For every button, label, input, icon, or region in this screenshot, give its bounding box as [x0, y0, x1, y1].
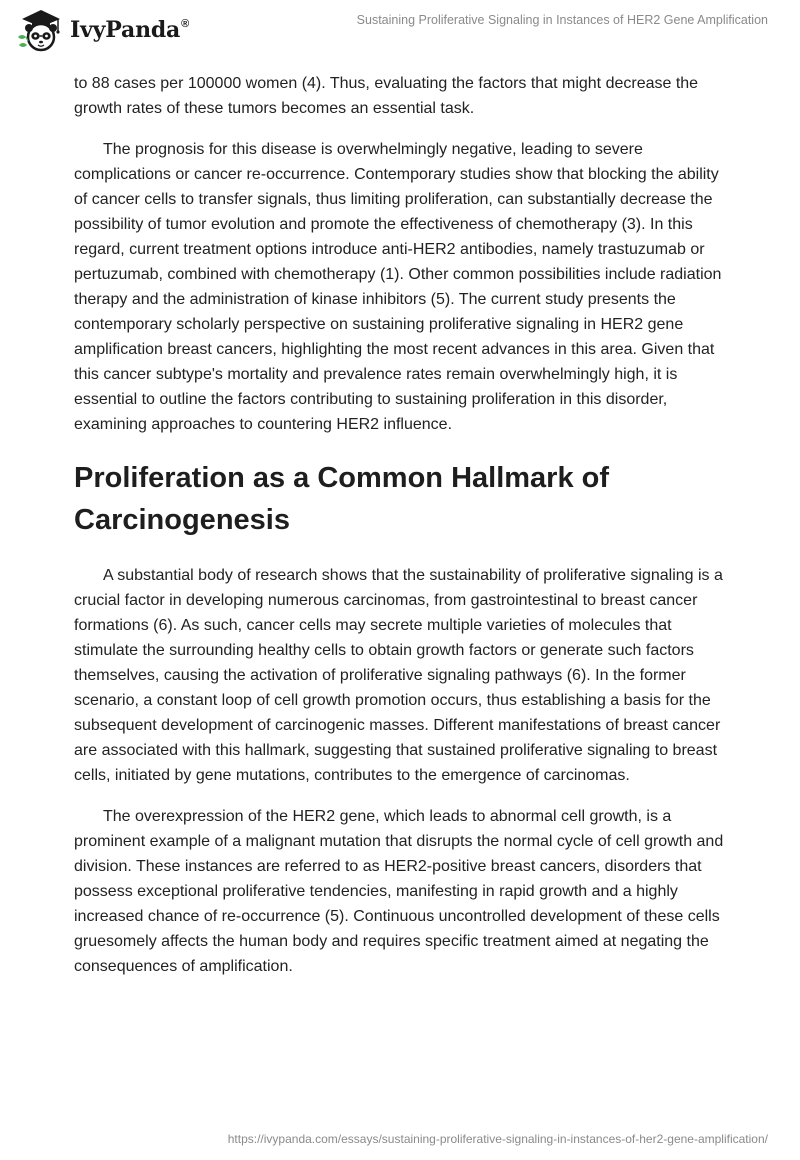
paragraph-continuation: to 88 cases per 100000 women (4). Thus, evaluating the factors that might decrease the growth rates of these tumors becomes an essential task.: [74, 75, 699, 117]
source-url[interactable]: https://ivypanda.com/essays/sustaining-proliferative-signaling-in-instances-of-her2-gene-amplification/: [227, 1132, 768, 1146]
brand-label: IvyPanda: [70, 17, 181, 43]
paragraph-prognosis: The prognosis for this disease is overwhelmingly negative, leading to severe complications or cancer re-occurrence. Contemporary studies show that blocking the ability of cancer cells to transfer signals, thus limiting proliferation, can substantially decrease the possibility of tumor evolution and promote the effectiveness of chemotherapy (3). In this regard, current treatment options introduce anti-HER2 antibodies, namely trastuzumab or pertuzumab, combined with chemotherapy (1). Other common possibilities include radiation therapy and the administration of kinase inhibitors (5). The current study presents the contemporary scholarly perspective on sustaining proliferative signaling in HER2 gene amplification breast cancers, highlighting the most recent advances in this area. Given that this cancer subtype's mortality and prevalence rates remain overwhelmingly high, it is essential to outline the factors contributing to sustaining proliferation in this disorder, examining approaches to countering HER2 influence.: [74, 141, 722, 433]
section-heading: Proliferation as a Common Hallmark of Carcinogenesis: [74, 462, 610, 536]
paragraph-her2-overexpression: The overexpression of the HER2 gene, which leads to abnormal cell growth, is a prominent example of a malignant mutation that disrupts the normal cycle of cell growth and division. These instances are referred to as HER2-positive breast cancers, disorders that possess exceptional proliferative tendencies, manifesting in rapid growth and a highly increased chance of re-occurrence (5). Continuous uncontrolled development of these cells gruesomely affects the human body and requires specific treatment aimed at negating the consequences of amplification.: [74, 808, 724, 975]
ivypanda-logo[interactable]: [14, 7, 189, 53]
paragraph-research: A substantial body of research shows that the sustainability of proliferative signaling is a crucial factor in developing numerous carcinomas, from gastrointestinal to breast cancer formations (6). As such, cancer cells may secrete multiple varieties of molecules that stimulate the surrounding healthy cells to obtain growth factors or generate such factors themselves, causing the activation of proliferative signaling pathways (6). In the former scenario, a constant loop of cell growth promotion occurs, thus establishing a basis for the subsequent development of carcinogenic masses. Different manifestations of breast cancer are associated with this hallmark, suggesting that sustained proliferative signaling to breast cells, initiated by gene mutations, contributes to the emergence of carcinomas.: [74, 567, 723, 784]
article-body: [74, 71, 730, 995]
page-header: [0, 0, 800, 60]
brand-name: [70, 17, 189, 43]
panda-graduate-icon: [14, 7, 66, 53]
registered-mark: ®: [181, 18, 190, 30]
document-title: Sustaining Proliferative Signaling in Instances of HER2 Gene Amplification: [356, 13, 768, 27]
